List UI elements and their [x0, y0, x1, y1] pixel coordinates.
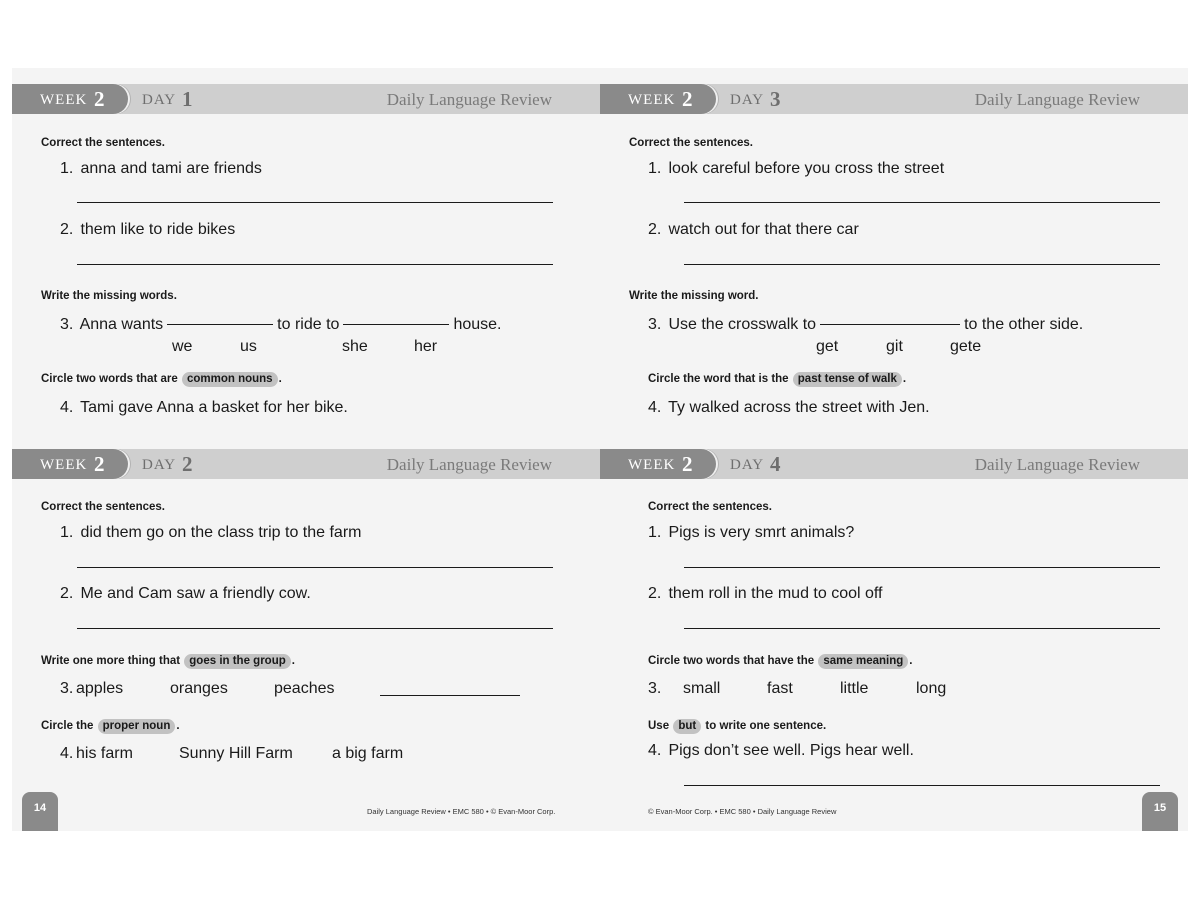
group-word: peaches	[274, 680, 335, 697]
choice-word: little	[840, 680, 869, 697]
question-2	[60, 221, 235, 239]
instruction-text: .	[902, 373, 907, 385]
day-number: 4	[770, 452, 781, 476]
instruction: Correct the sentences.	[41, 501, 165, 513]
question-text: house.	[453, 316, 502, 333]
question-number: 1.	[60, 160, 74, 177]
day4-section	[600, 449, 1188, 789]
choice-word: his farm	[76, 745, 133, 762]
group-word: apples	[76, 680, 124, 697]
day-label: DAY	[142, 92, 177, 108]
question-4	[60, 399, 348, 417]
question-text: to the other side.	[964, 316, 1084, 333]
question-text: Pigs don’t see well. Pigs hear well.	[668, 742, 914, 759]
week-label: WEEK	[628, 92, 676, 108]
question-3	[60, 316, 501, 334]
day-label: DAY	[730, 92, 765, 108]
instruction-text: Write one more thing that	[41, 655, 181, 667]
word-choice: us	[240, 338, 257, 355]
question-2	[60, 585, 311, 603]
answer-line[interactable]	[684, 628, 1160, 629]
page-number: 14	[22, 792, 58, 831]
question-4	[648, 399, 930, 417]
instruction: Write the missing word.	[629, 290, 759, 302]
question-1	[648, 524, 854, 542]
instruction	[648, 719, 826, 734]
question-number: 2.	[648, 221, 662, 238]
instruction-text: .	[278, 373, 282, 385]
question-1	[60, 160, 262, 178]
instruction-text: .	[176, 720, 180, 732]
fill-blank[interactable]	[820, 324, 960, 325]
instruction	[648, 372, 906, 387]
instruction	[41, 372, 282, 387]
day3-section	[600, 84, 1188, 429]
question-1	[60, 524, 361, 542]
section-title: Daily Language Review	[974, 90, 1140, 109]
instruction: Correct the sentences.	[629, 137, 753, 149]
week-label: WEEK	[40, 457, 88, 473]
right-page	[600, 68, 1188, 831]
instruction-text: .	[291, 655, 295, 667]
word-choice: her	[414, 338, 438, 355]
word-choice: get	[816, 338, 839, 355]
answer-line[interactable]	[684, 202, 1160, 203]
instruction-text: Circle two words that have the	[648, 655, 815, 667]
question-number: 4.	[648, 399, 662, 416]
week-label: WEEK	[40, 92, 88, 108]
section-title: Daily Language Review	[386, 90, 552, 109]
day-label: DAY	[730, 457, 765, 473]
week-number: 2	[94, 87, 105, 111]
day-number: 2	[182, 452, 193, 476]
instruction-text: Circle two words that are	[41, 373, 178, 385]
question-number: 3.	[648, 680, 662, 697]
question-number: 3.	[60, 680, 74, 697]
question-number: 4.	[60, 399, 74, 416]
week-number: 2	[682, 452, 693, 476]
highlight-pill: proper noun	[98, 719, 176, 734]
day1-section	[12, 84, 600, 429]
word-choice: we	[172, 338, 193, 355]
instruction-text: Use	[648, 720, 670, 732]
question-1	[648, 160, 944, 178]
week-tab	[12, 449, 128, 479]
instruction: Write the missing words.	[41, 290, 177, 302]
section-header	[600, 449, 1188, 479]
week-number: 2	[682, 87, 693, 111]
section-header	[12, 84, 600, 114]
section-title: Daily Language Review	[974, 455, 1140, 474]
instruction-text: .	[909, 655, 913, 667]
question-number: 1.	[648, 160, 662, 177]
instruction-text: Circle the word that is the	[648, 373, 789, 385]
answer-line[interactable]	[77, 202, 553, 203]
highlight-pill: goes in the group	[184, 654, 290, 669]
question-3	[648, 316, 1083, 334]
question-4	[648, 742, 914, 760]
day2-section	[12, 449, 600, 789]
instruction-text: to write one sentence.	[705, 720, 827, 732]
answer-line[interactable]	[77, 264, 553, 265]
answer-line[interactable]	[77, 628, 553, 629]
question-number: 2.	[648, 585, 662, 602]
highlight-pill: but	[673, 719, 701, 734]
day-number: 1	[182, 87, 193, 111]
word-choice: git	[886, 338, 903, 355]
choice-word: Sunny Hill Farm	[179, 745, 293, 762]
choice-word: fast	[767, 680, 793, 697]
choice-word: long	[916, 680, 947, 697]
question-number: 4.	[648, 742, 662, 759]
left-page	[12, 68, 600, 831]
week-tab	[600, 449, 716, 479]
week-label: WEEK	[628, 457, 676, 473]
week-tab	[12, 84, 128, 114]
question-text: did them go on the class trip to the farm	[80, 524, 362, 541]
question-text: Anna wants	[79, 316, 164, 333]
highlight-pill: past tense of walk	[793, 372, 902, 387]
answer-line[interactable]	[77, 567, 553, 568]
question-3	[648, 680, 664, 698]
instruction	[41, 654, 295, 669]
question-4	[60, 745, 76, 763]
question-3	[60, 680, 76, 698]
question-number: 2.	[60, 585, 74, 602]
instruction	[648, 654, 912, 669]
question-text: look careful before you cross the street	[668, 160, 945, 177]
question-text: Pigs is very smrt animals?	[668, 524, 855, 541]
fill-blank[interactable]	[343, 324, 449, 325]
question-text: to ride to	[277, 316, 340, 333]
day-label: DAY	[142, 457, 177, 473]
week-number: 2	[94, 452, 105, 476]
instruction-text: Circle the	[41, 720, 94, 732]
question-number: 4.	[60, 745, 74, 762]
fill-blank[interactable]	[167, 324, 273, 325]
section-header	[12, 449, 600, 479]
question-number: 3.	[648, 316, 662, 333]
day-number: 3	[770, 87, 781, 111]
question-text: them like to ride bikes	[80, 221, 236, 238]
question-text: them roll in the mud to cool off	[668, 585, 883, 602]
instruction: Correct the sentences.	[41, 137, 165, 149]
answer-line[interactable]	[684, 264, 1160, 265]
question-text: Me and Cam saw a friendly cow.	[80, 585, 311, 602]
question-2	[648, 585, 883, 603]
question-number: 3.	[60, 316, 74, 333]
section-title: Daily Language Review	[386, 455, 552, 474]
highlight-pill: common nouns	[182, 372, 278, 387]
question-2	[648, 221, 859, 239]
group-word: oranges	[170, 680, 228, 697]
question-text: anna and tami are friends	[80, 160, 262, 177]
instruction: Correct the sentences.	[648, 501, 772, 513]
choice-word: small	[683, 680, 721, 697]
question-number: 2.	[60, 221, 74, 238]
instruction	[41, 719, 180, 734]
section-header	[600, 84, 1188, 114]
question-number: 1.	[648, 524, 662, 541]
answer-line[interactable]	[684, 567, 1160, 568]
question-text: Tami gave Anna a basket for her bike.	[80, 399, 348, 416]
question-text: watch out for that there car	[668, 221, 859, 238]
page-number: 15	[1142, 792, 1178, 831]
week-tab	[600, 84, 716, 114]
question-text: Use the crosswalk to	[668, 316, 817, 333]
question-number: 1.	[60, 524, 74, 541]
answer-line[interactable]	[684, 785, 1160, 786]
word-choice: gete	[950, 338, 982, 355]
choice-word: a big farm	[332, 745, 404, 762]
word-choice: she	[342, 338, 368, 355]
fill-blank[interactable]	[380, 695, 520, 696]
question-text: Ty walked across the street with Jen.	[668, 399, 930, 416]
page-footer: Daily Language Review • EMC 580 • © Evan-Moor Corp.	[367, 807, 556, 816]
highlight-pill: same meaning	[818, 654, 908, 669]
page-footer: © Evan-Moor Corp. • EMC 580 • Daily Language Review	[648, 807, 837, 816]
